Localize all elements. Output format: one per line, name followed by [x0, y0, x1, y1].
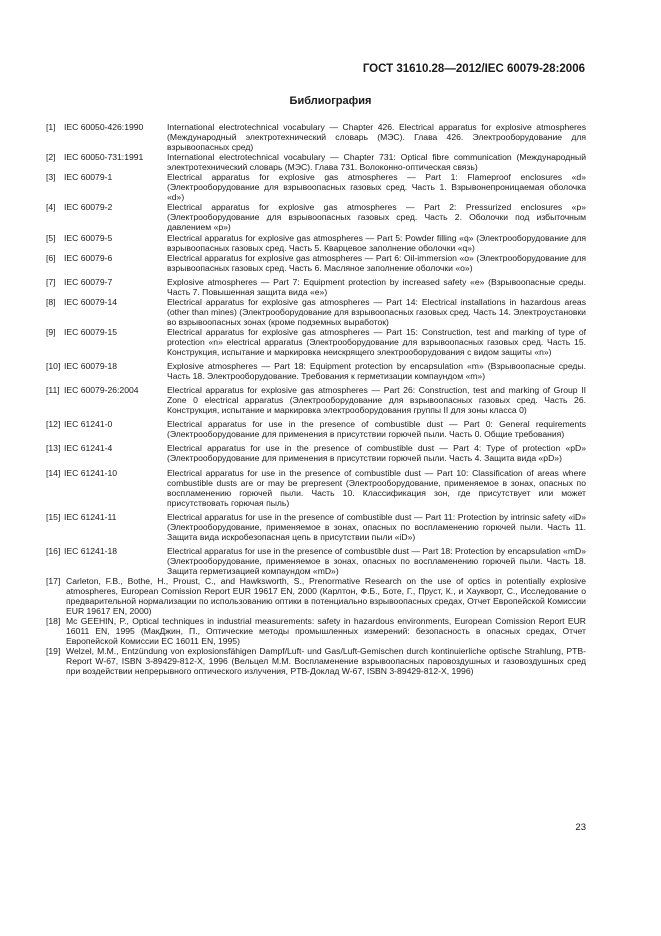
entry-description: Electrical apparatus for use in the presence of combustible dust — Part 0: General requirements (Электрооборудование для применения в присутствии горючей пыли. Часть 0. Общие требования): [167, 419, 586, 440]
entry-description: International electrotechnical vocabulary — Chapter 426. Electrical apparatus for explosive atmospheres (Международный электротехнический словарь (МЭС). Глава 426. Электрооборудование для взрывоопасных сред): [167, 122, 586, 153]
entry-description: Electrical apparatus for explosive gas atmospheres — Part 6: Oil-immersion «o» (Электрооборудование для взрывоопасных газовых сред. Часть 6. Масляное заполнение оболочки «o»): [167, 252, 586, 273]
bibliography-entry: [46, 512, 586, 542]
entry-code: IEC 61241-10: [64, 467, 118, 478]
entry-number: [5]: [46, 232, 56, 243]
entry-description: Explosive atmospheres — Part 18: Equipment protection by encapsulation «m» (Взрывоопасные среды. Часть 18. Электрооборудование. Требования к герметизации компаундом «m»): [167, 361, 586, 382]
entry-description: Electrical apparatus for use in the presence of combustible dust — Part 4: Type of protection «pD» (Электрооборудование для применения в присутствии горючей пыли. Часть 4. Защита вида «pD»): [167, 443, 586, 464]
entry-code: IEC 60079-18: [64, 361, 118, 372]
entry-description: Welzel, M.M., Entzündung von explosionsfähigen Dampf/Luft- und Gas/Luft-Gemischen durch kontinuierliche optische Strahlung, PTB-Report W-67, ISBN 3-89429-812-X, 1996 (Вельцел М.М. Воспламенение взрывоопасных паровоздушных и газовоздушных сред при воздействии непрерывного оптического излучения, PTB-Доклад W-67, ISBN 3-89429-812-X, 1996): [66, 646, 586, 677]
entry-number: [8]: [46, 296, 56, 307]
bibliography-entry: [46, 202, 586, 232]
entry-description: Electrical apparatus for explosive gas atmospheres — Part 14: Electrical installations in hazardous areas (other than mines) (Электрооборудование для взрывоопасных газовых сред. Часть 14. Электроустановки во взрывоопасных зонах (кроме подземных выработок): [167, 296, 586, 327]
entry-code: IEC 60079-5: [64, 232, 113, 243]
entry-number: [18]: [46, 616, 61, 627]
entry-description: Electrical apparatus for explosive gas atmospheres — Part 2: Pressurized enclosures «p» (Электрооборудование для взрывоопасных газовых сред. Часть 2. Оболочки под избыточным давлением «p»): [167, 202, 586, 233]
entry-number: [10]: [46, 361, 61, 372]
entry-number: [12]: [46, 419, 61, 430]
bibliography-entry: [46, 468, 586, 508]
entry-code: IEC 60079-14: [64, 296, 118, 307]
document-header: ГОСТ 31610.28—2012/IEC 60079-28:2006: [362, 63, 585, 75]
bibliography-entry: [46, 443, 586, 463]
entry-number: [15]: [46, 511, 61, 522]
bibliography-entry: [46, 546, 586, 576]
entry-number: [2]: [46, 152, 56, 163]
entry-code: IEC 60050-426:1990: [64, 122, 144, 132]
bibliography-entry: [46, 419, 586, 439]
entry-description: Electrical apparatus for explosive gas atmospheres — Part 15: Construction, test and marking of type of protection «n» electrical apparatus (Электрооборудование для взрывоопасных газовых сред. Часть 15. Конструкция, испытание и маркировка неискрящего электрооборудования с видом защиты «n»): [167, 326, 586, 358]
entry-code: IEC 60079-7: [64, 276, 113, 287]
bibliography-entry: [46, 152, 586, 172]
entry-number: [13]: [46, 443, 61, 454]
entry-number: [17]: [46, 575, 61, 586]
bibliography-entry: [46, 172, 586, 202]
bibliography-entry: [46, 646, 586, 676]
entry-description: Mc GEEHIN, P., Optical techniques in industrial measurements: safety in hazardous environments, European Comission Report EUR 16011 EN, 1995 (МакДжин, П., Оптические методы промышленных измерений: безопасность в опасных средах, Отчет Европейской Комиссии EC 16011 EN, 1995): [66, 616, 586, 647]
entry-code: IEC 60079-26:2004: [64, 385, 139, 396]
bibliography-entry: [46, 361, 586, 381]
entry-code: IEC 60079-1: [64, 172, 113, 183]
entry-number: [14]: [46, 467, 61, 478]
bibliography-entry: [46, 122, 586, 152]
entry-number: [6]: [46, 252, 56, 263]
bibliography-entry: [46, 233, 586, 253]
entry-code: IEC 61241-0: [64, 419, 113, 430]
entry-number: [16]: [46, 545, 61, 556]
entry-code: IEC 61241-18: [64, 545, 118, 556]
entry-description: Electrical apparatus for explosive gas atmospheres — Part 1: Flameproof enclosures «d» (Электрооборудование для взрывоопасных газовых сред. Часть 1. Взрывонепроницаемая оболочка «d»): [167, 172, 586, 203]
entry-code: IEC 60079-6: [64, 252, 113, 263]
entry-number: [11]: [46, 385, 60, 396]
page-number: 23: [575, 822, 586, 833]
bibliography-entry: [46, 327, 586, 357]
entry-number: [3]: [46, 172, 56, 183]
entry-number: [4]: [46, 202, 56, 213]
entry-description: Electrical apparatus for explosive gas atmospheres — Part 5: Powder filling «q» (Электрооборудование для взрывоопасных газовых сред. Часть 5. Кварцевое заполнение оболочки «q»): [167, 232, 586, 253]
bibliography-list: [46, 122, 586, 676]
entry-code: IEC 61241-11: [64, 511, 117, 522]
entry-description: Explosive atmospheres — Part 7: Equipment protection by increased safety «e» (Взрывоопасные среды. Часть 7. Повышенная защита вида «e»): [167, 276, 586, 297]
bibliography-entry: [46, 616, 586, 646]
entry-description: Carleton, F.B., Bothe, H., Proust, C., and Hawksworth, S., Prenormative Research on the use of optics in potentially explosive atmospheres, European Comission Report EUR 19617 EN, 2000 (Карлтон, Ф.Б., Боте, Г., Пруст, К., и Хаукворт, С., Исследование о предварительной нормализации по использованию оптики в потенциально взрывоопасных средах, Отчет Европейской Комиссии EUR 19617 EN, 2000): [66, 575, 586, 617]
entry-number: [1]: [46, 122, 56, 132]
entry-description: International electrotechnical vocabulary — Chapter 731: Optical fibre communication (Международный электротехнический словарь (МЭС). Глава 731. Волоконно-оптическая связь): [167, 152, 586, 173]
entry-description: Electrical apparatus for use in the presence of combustible dust — Part 18: Protection by encapsulation «mD» (Электрооборудование, применяемое в зонах, опасных по воспламенению горючей пыли. Часть 18. Защита герметизацией компаундом «mD»): [167, 545, 586, 576]
bibliography-entry: [46, 253, 586, 273]
entry-number: [19]: [46, 646, 61, 657]
entry-number: [7]: [46, 276, 56, 287]
bibliography-entry: [46, 385, 586, 415]
entry-number: [9]: [46, 326, 56, 337]
page-title: Библиография: [289, 95, 372, 107]
bibliography-entry: [46, 277, 586, 297]
entry-description: Electrical apparatus for use in the presence of combustible dust — Part 10: Classification of areas where combustible dusts are or may be prepresent (Электрооборудование, применяемое в зонах, опасных по воспламенению горючей пыли. Часть 10. Классификация зон, где присутствует или может присутствовать горючая пыль): [167, 467, 586, 508]
entry-description: Electrical apparatus for use in the presence of combustible dust — Part 11: Protection by intrinsic safety «iD» (Электрооборудование, применяемое в зонах, опасных по воспламенению горючей пыли. Часть 11. Защита вида искробезопасная цепь в присутствии пыли «iD»): [167, 511, 586, 542]
bibliography-entry: [46, 576, 586, 616]
entry-code: IEC 60079-15: [64, 326, 118, 337]
bibliography-entry: [46, 297, 586, 327]
entry-code: IEC 60050-731:1991: [64, 152, 144, 163]
entry-code: IEC 61241-4: [64, 443, 113, 454]
entry-description: Electrical apparatus for explosive gas atmospheres — Part 26: Construction, test and marking of Group II Zone 0 electrical apparatus (Электрооборудование для взрывоопасных газовых сред. Часть 26. Конструкция, испытание и маркировка электрооборудования группы II для зоны класса 0): [167, 385, 586, 416]
entry-code: IEC 60079-2: [64, 202, 113, 213]
